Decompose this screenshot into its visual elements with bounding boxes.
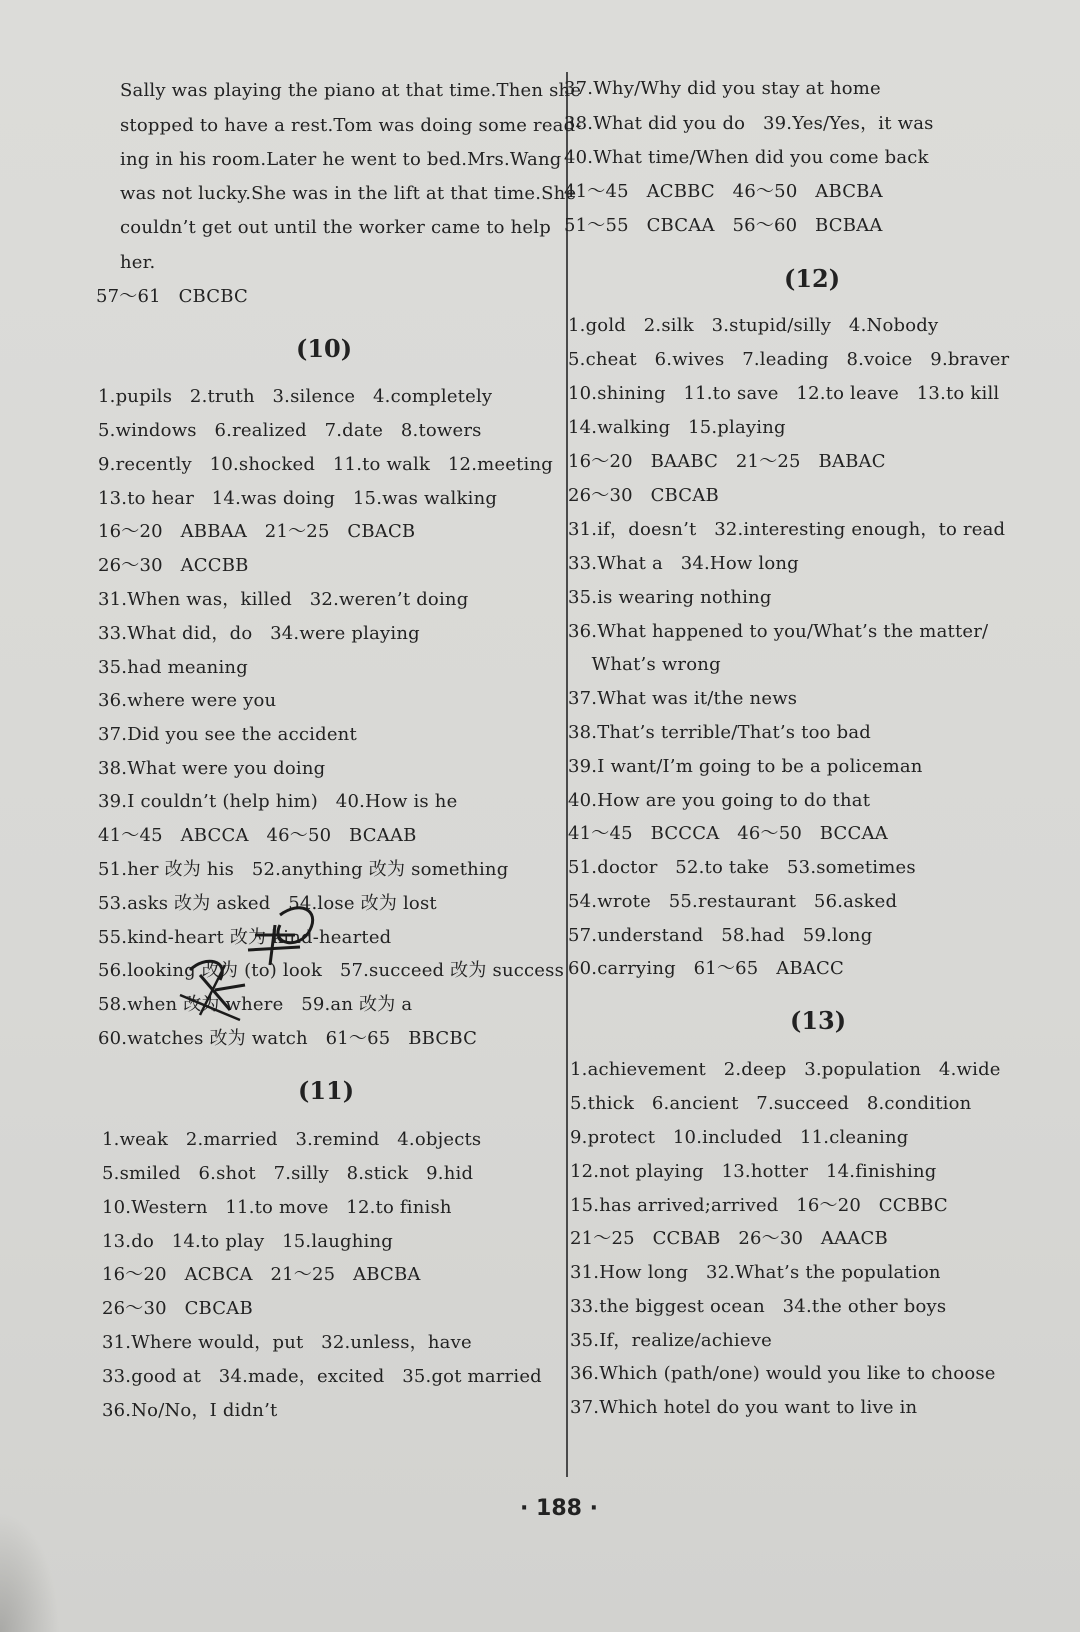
answer-line: 35.If，realize/achieve (570, 1330, 772, 1351)
answer-line: 12.not playing 13.hotter 14.finishing (570, 1161, 937, 1182)
intro-line: ing in his room.Later he went to bed.Mrs.Wang (120, 149, 562, 170)
answer-line: 39.I want/I’m going to be a policeman (568, 756, 923, 777)
answer-line: 55.kind-heart 改为 kind-hearted (98, 927, 392, 948)
intro-line: her. (120, 252, 156, 273)
answer-line: 54.wrote 55.restaurant 56.asked (568, 891, 898, 912)
answer-line: 36.What happened to you/What’s the matter/ (568, 621, 989, 642)
answer-line: 51.her 改为 his 52.anything 改为 something (98, 859, 509, 880)
answer-line: 60.carrying 61～65 ABACC (568, 958, 844, 979)
answer-line: 31.Where would，put 32.unless，have (102, 1332, 472, 1353)
answer-line: 26～30 CBCAB (568, 485, 719, 506)
answer-line: 37.What was it/the news (568, 688, 798, 709)
answer-line: 36.No/No，I didn’t (102, 1400, 278, 1421)
answer-line: 37.Which hotel do you want to live in (570, 1397, 918, 1418)
answer-line: 57.understand 58.had 59.long (568, 925, 873, 946)
section-heading-10: (10) (296, 334, 353, 363)
answer-line: 58.when 改为 where 59.an 改为 a (98, 994, 413, 1015)
answer-line: 26～30 ACCBB (98, 555, 249, 576)
answer-line: 5.smiled 6.shot 7.silly 8.stick 9.hid (102, 1163, 474, 1184)
section-heading-12: (12) (784, 264, 841, 293)
answer-line: 60.watches 改为 watch 61～65 BBCBC (98, 1028, 478, 1049)
answer-line: 5.cheat 6.wives 7.leading 8.voice 9.braver (568, 349, 1010, 370)
answer-line: 26～30 CBCAB (102, 1298, 253, 1319)
answer-line: 14.walking 15.playing (568, 417, 786, 438)
answer-line: 51～55 CBCAA 56～60 BCBAA (564, 215, 883, 236)
answer-line: 38.That’s terrible/That’s too bad (568, 722, 871, 743)
answer-line: 1.weak 2.married 3.remind 4.objects (102, 1129, 482, 1150)
answer-line: 31.When was，killed 32.weren’t doing (98, 589, 469, 610)
answer-line: 35.is wearing nothing (568, 587, 772, 608)
pen-scribble (160, 895, 360, 1035)
answer-line: 51.doctor 52.to take 53.sometimes (568, 857, 916, 878)
intro-line: Sally was playing the piano at that time.Then she (120, 80, 582, 101)
intro-line: stopped to have a rest.Tom was doing some read- (120, 115, 582, 136)
page-edge-shadow (0, 1512, 60, 1632)
answer-line: 16～20 ABBAA 21～25 CBACB (98, 521, 416, 542)
answer-line: What’s wrong (568, 654, 721, 675)
answer-line: 37.Why/Why did you stay at home (564, 78, 881, 99)
answer-line: 38.What did you do 39.Yes/Yes，it was (564, 113, 934, 134)
answer-line: 1.pupils 2.truth 3.silence 4.completely (98, 386, 493, 407)
answer-line: 10.Western 11.to move 12.to finish (102, 1197, 452, 1218)
answer-line: 41～45 ABCCA 46～50 BCAAB (98, 825, 417, 846)
intro-line: couldn’t get out until the worker came to help (120, 217, 551, 238)
answer-line: 33.What a 34.How long (568, 553, 799, 574)
answer-line: 21～25 CCBAB 26～30 AAACB (570, 1228, 888, 1249)
section-heading-13: (13) (790, 1006, 847, 1035)
answer-line: 5.windows 6.realized 7.date 8.towers (98, 420, 482, 441)
answer-line: 37.Did you see the accident (98, 724, 357, 745)
answer-line: 1.gold 2.silk 3.stupid/silly 4.Nobody (568, 315, 939, 336)
answer-line: 31.How long 32.What’s the population (570, 1262, 941, 1283)
section-heading-11: (11) (298, 1076, 355, 1105)
answer-line: 5.thick 6.ancient 7.succeed 8.condition (570, 1093, 972, 1114)
answer-line: 33.What did，do 34.were playing (98, 623, 420, 644)
answer-line: 40.What time/When did you come back (564, 147, 929, 168)
answer-line: 39.I couldn’t (help him) 40.How is he (98, 791, 458, 812)
answer-line: 33.good at 34.made，excited 35.got married (102, 1366, 542, 1387)
answer-line: 36.where were you (98, 690, 277, 711)
intro-line: was not lucky.She was in the lift at that time.She (120, 183, 577, 204)
answer-line: 33.the biggest ocean 34.the other boys (570, 1296, 947, 1317)
answer-line: 15.has arrived;arrived 16～20 CCBBC (570, 1195, 948, 1216)
answer-line: 40.How are you going to do that (568, 790, 871, 811)
answer-line: 57～61 CBCBC (96, 286, 249, 307)
answer-line: 38.What were you doing (98, 758, 326, 779)
answer-line: 31.if，doesn’t 32.interesting enough，to read (568, 519, 1006, 540)
answer-line: 56.looking 改为 (to) look 57.succeed 改为 success (98, 960, 565, 981)
answer-line: 9.protect 10.included 11.cleaning (570, 1127, 909, 1148)
answer-line: 41～45 BCCCA 46～50 BCCAA (568, 823, 888, 844)
answer-line: 35.had meaning (98, 657, 248, 678)
answer-line: 1.achievement 2.deep 3.population 4.wide (570, 1059, 1001, 1080)
answer-line: 9.recently 10.shocked 11.to walk 12.meeting (98, 454, 553, 475)
answer-line: 16～20 ACBCA 21～25 ABCBA (102, 1264, 421, 1285)
answer-line: 13.do 14.to play 15.laughing (102, 1231, 394, 1252)
answer-line: 16～20 BAABC 21～25 BABAC (568, 451, 886, 472)
page-number: · 188 · (520, 1496, 598, 1521)
answer-line: 41～45 ACBBC 46～50 ABCBA (564, 181, 883, 202)
answer-line: 36.Which (path/one) would you like to choose (570, 1363, 996, 1384)
answer-line: 10.shining 11.to save 12.to leave 13.to kill (568, 383, 1000, 404)
answer-line: 13.to hear 14.was doing 15.was walking (98, 488, 498, 509)
answer-line: 53.asks 改为 asked 54.lose 改为 lost (98, 893, 437, 914)
